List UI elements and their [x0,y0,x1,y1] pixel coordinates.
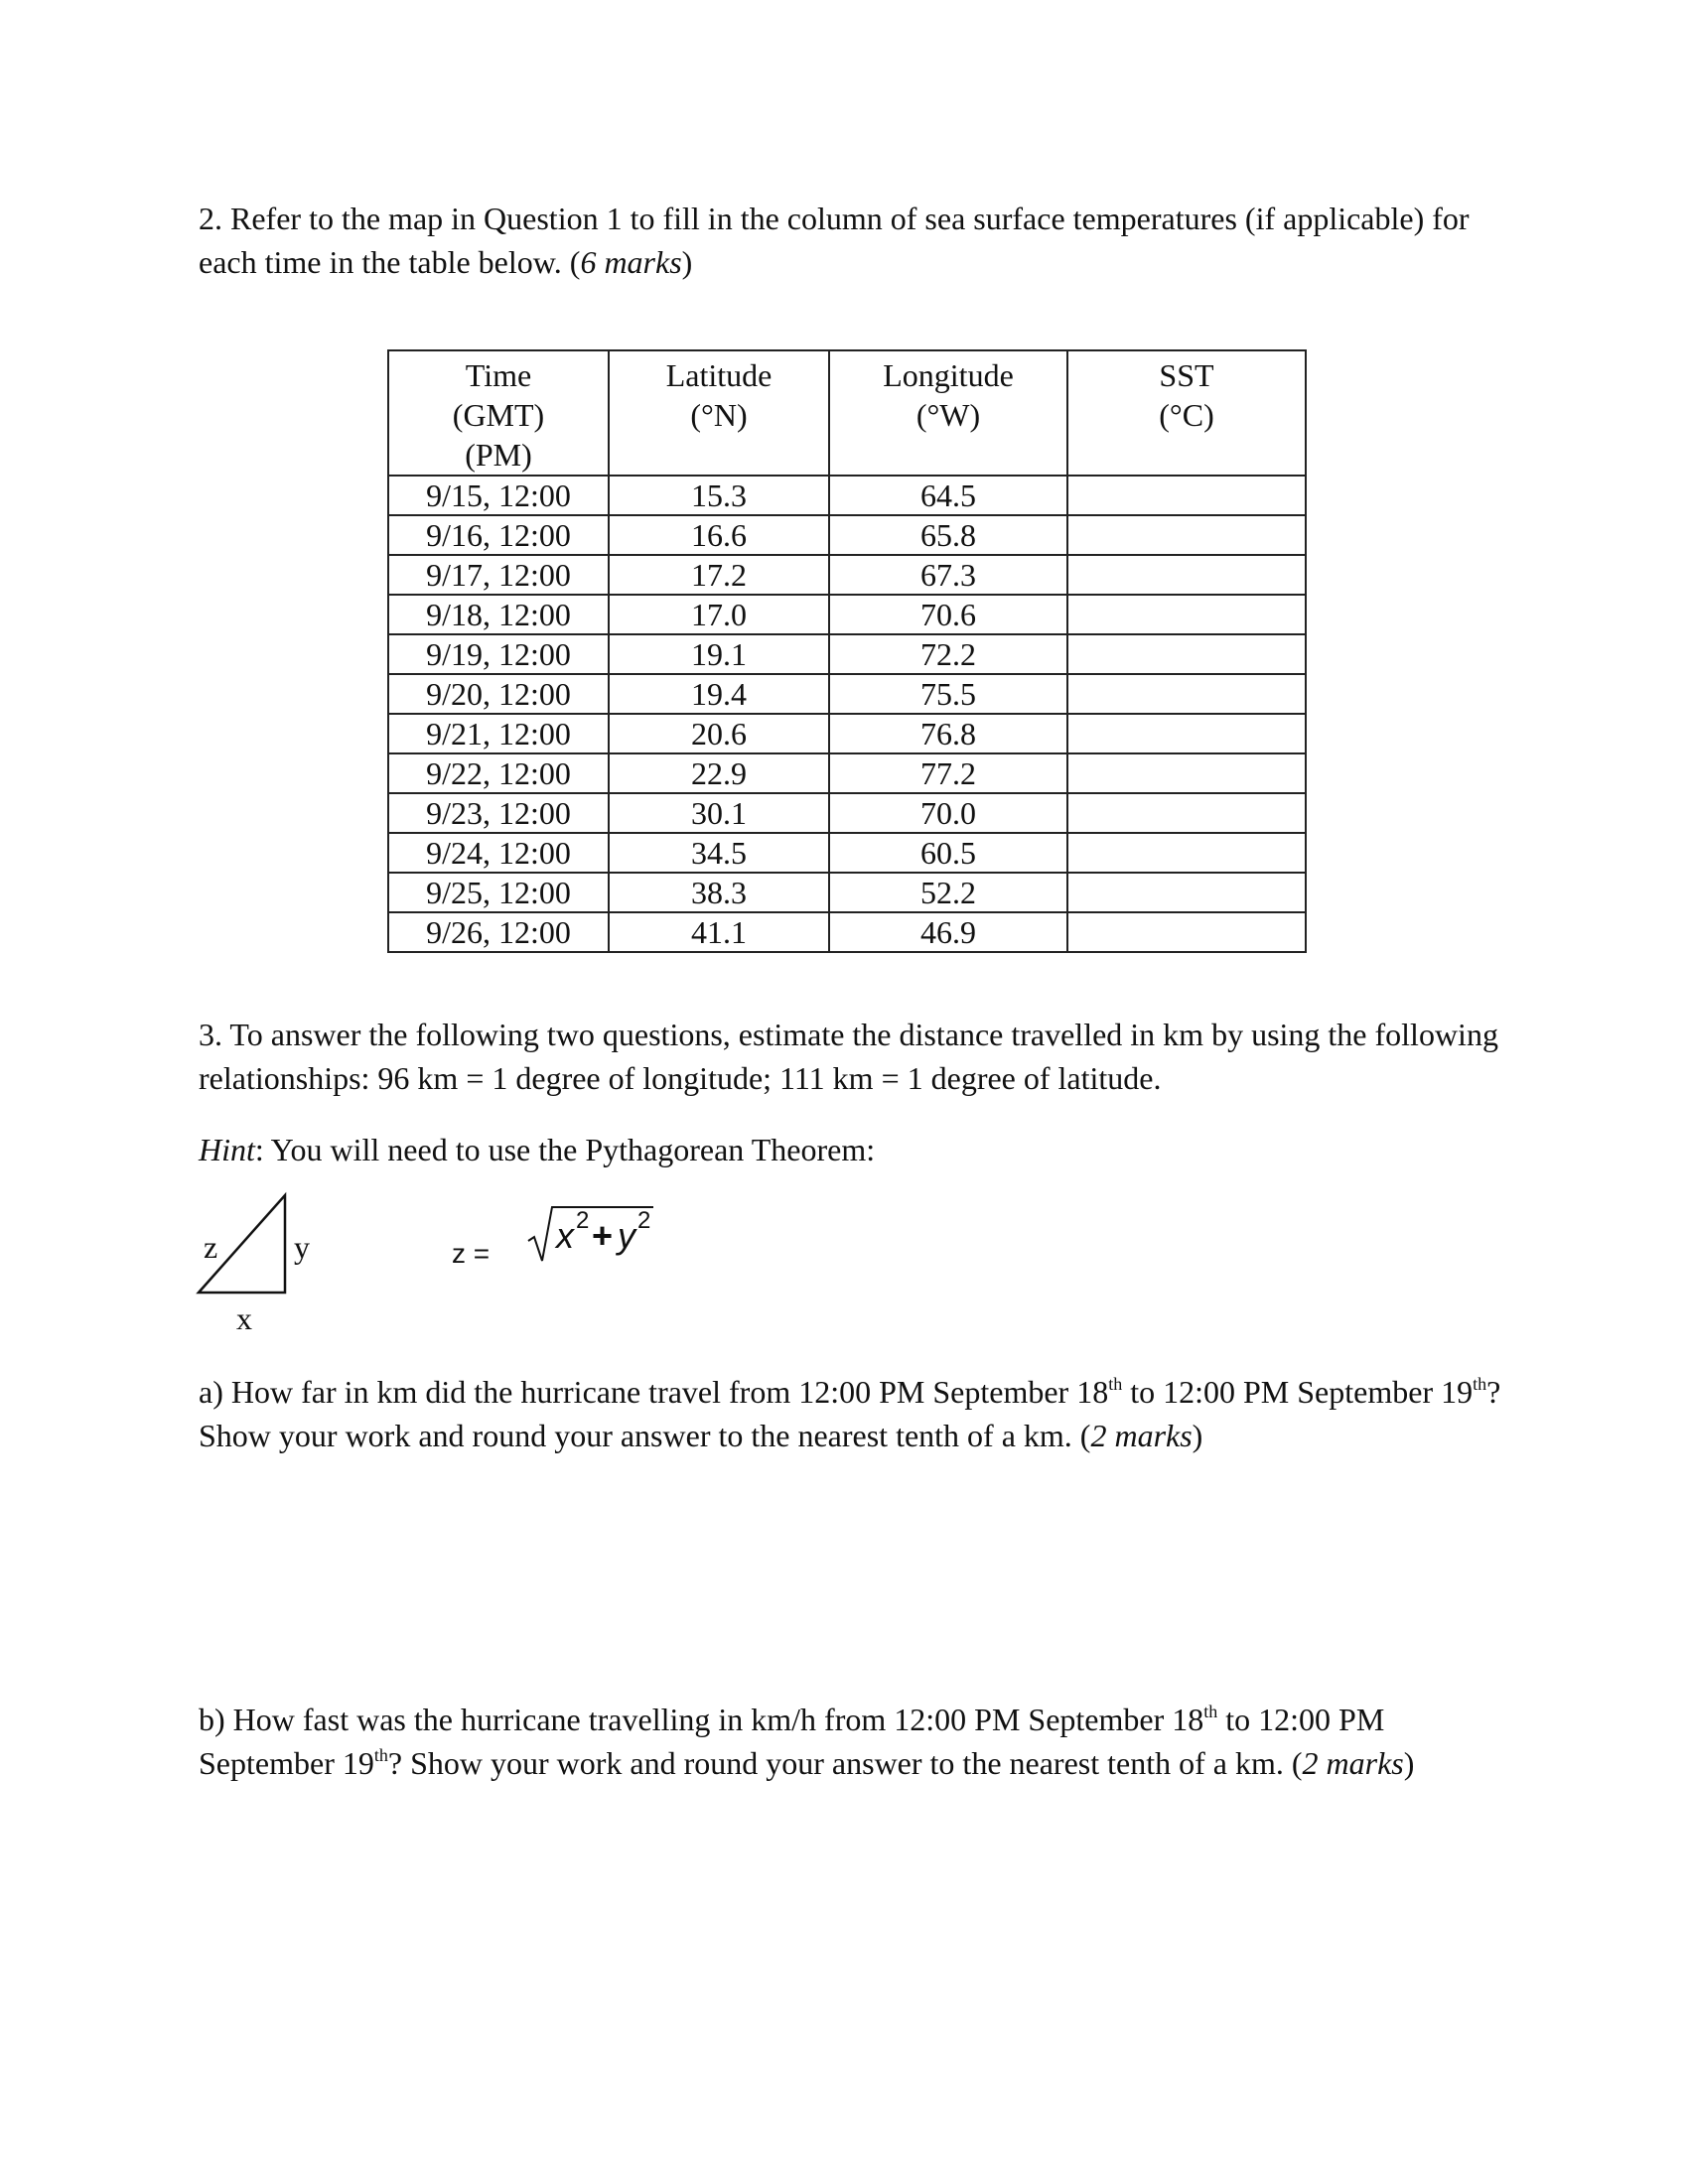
hurricane-track-table [387,349,1307,953]
cell-time: 9/19, 12:00 [388,634,609,674]
cell-lat: 38.3 [609,873,829,912]
cell-lat: 19.4 [609,674,829,714]
cell-lon: 75.5 [829,674,1067,714]
cell-time: 9/25, 12:00 [388,873,609,912]
question-3b-text: b) How fast was the hurricane travelling in km/h from 12:00 PM September 18th to 12:00 PM September 19th? Show your work and round your answer to the nearest tenth of a km. (2 marks) [199,1702,1415,1781]
question-2 [199,197,1509,284]
table-row [388,674,1306,714]
square-root-icon [526,1203,655,1265]
question-3a-text: a) How far in km did the hurricane travel from 12:00 PM September 18th to 12:00 PM September 19th? Show your work and round your answer to the nearest tenth of a km. (2 marks) [199,1374,1501,1453]
cell-lon: 64.5 [829,476,1067,515]
cell-lon: 77.2 [829,753,1067,793]
table-row [388,912,1306,952]
cell-sst [1067,873,1306,912]
cell-sst [1067,833,1306,873]
question-3a-marks: 2 marks [1090,1418,1193,1453]
table-row [388,515,1306,555]
question-3b [199,1698,1509,1785]
cell-sst [1067,555,1306,595]
cell-sst [1067,714,1306,753]
cell-sst [1067,634,1306,674]
triangle-side-y: y [294,1229,310,1265]
cell-lon: 60.5 [829,833,1067,873]
cell-time: 9/15, 12:00 [388,476,609,515]
cell-sst [1067,674,1306,714]
cell-time: 9/21, 12:00 [388,714,609,753]
cell-time: 9/26, 12:00 [388,912,609,952]
question-3-text: 3. To answer the following two questions, estimate the distance travelled in km by using the following relationships: 96 km = 1 degree of longitude; 111 km = 1 degree of latitude. [199,1017,1498,1096]
cell-lon: 76.8 [829,714,1067,753]
cell-lat: 15.3 [609,476,829,515]
hint-label: Hint [199,1132,255,1167]
header-longitude: Longitude (°W) [829,350,1067,476]
table-row [388,753,1306,793]
cell-lat: 17.0 [609,595,829,634]
table-body [388,476,1306,952]
cell-time: 9/20, 12:00 [388,674,609,714]
cell-lon: 65.8 [829,515,1067,555]
cell-time: 9/23, 12:00 [388,793,609,833]
question-2-text: 2. Refer to the map in Question 1 to fill in the column of sea surface temperatures (if applicable) for each time in the table below. (6 marks) [199,201,1470,280]
cell-sst [1067,515,1306,555]
table-header-row [388,350,1306,476]
hint [199,1128,1509,1171]
cell-lon: 67.3 [829,555,1067,595]
cell-sst [1067,793,1306,833]
question-3a [199,1370,1509,1457]
formula-x-exponent: 2 [576,1207,590,1234]
cell-lon: 46.9 [829,912,1067,952]
table-row [388,833,1306,873]
cell-sst [1067,912,1306,952]
cell-lat: 30.1 [609,793,829,833]
question-3b-marks: 2 marks [1302,1745,1404,1781]
cell-lat: 41.1 [609,912,829,952]
cell-sst [1067,476,1306,515]
cell-lat: 22.9 [609,753,829,793]
triangle-side-z: z [204,1229,218,1265]
formula-x: x [556,1215,574,1256]
cell-lat: 20.6 [609,714,829,753]
formula-lhs: z = [452,1238,491,1269]
formula-plus: + [592,1215,614,1256]
cell-time: 9/18, 12:00 [388,595,609,634]
table-row [388,476,1306,515]
cell-lon: 70.6 [829,595,1067,634]
header-time: Time (GMT) (PM) [388,350,609,476]
header-sst: SST (°C) [1067,350,1306,476]
cell-time: 9/16, 12:00 [388,515,609,555]
table-row [388,793,1306,833]
question-3 [199,1013,1509,1100]
cell-lat: 17.2 [609,555,829,595]
table-row [388,634,1306,674]
cell-lat: 19.1 [609,634,829,674]
cell-time: 9/17, 12:00 [388,555,609,595]
formula-y-exponent: 2 [637,1207,651,1234]
table-row [388,873,1306,912]
cell-sst [1067,595,1306,634]
header-latitude: Latitude (°N) [609,350,829,476]
table-row [388,714,1306,753]
formula-y: y [618,1215,635,1256]
cell-lon: 70.0 [829,793,1067,833]
cell-lon: 52.2 [829,873,1067,912]
cell-lon: 72.2 [829,634,1067,674]
cell-time: 9/22, 12:00 [388,753,609,793]
hint-text: : You will need to use the Pythagorean Theorem: [254,1132,876,1167]
cell-lat: 34.5 [609,833,829,873]
table-row [388,595,1306,634]
cell-time: 9/24, 12:00 [388,833,609,873]
triangle-side-x: x [236,1300,252,1336]
question-2-marks: 6 marks [580,244,682,280]
table-row [388,555,1306,595]
cell-lat: 16.6 [609,515,829,555]
cell-sst [1067,753,1306,793]
